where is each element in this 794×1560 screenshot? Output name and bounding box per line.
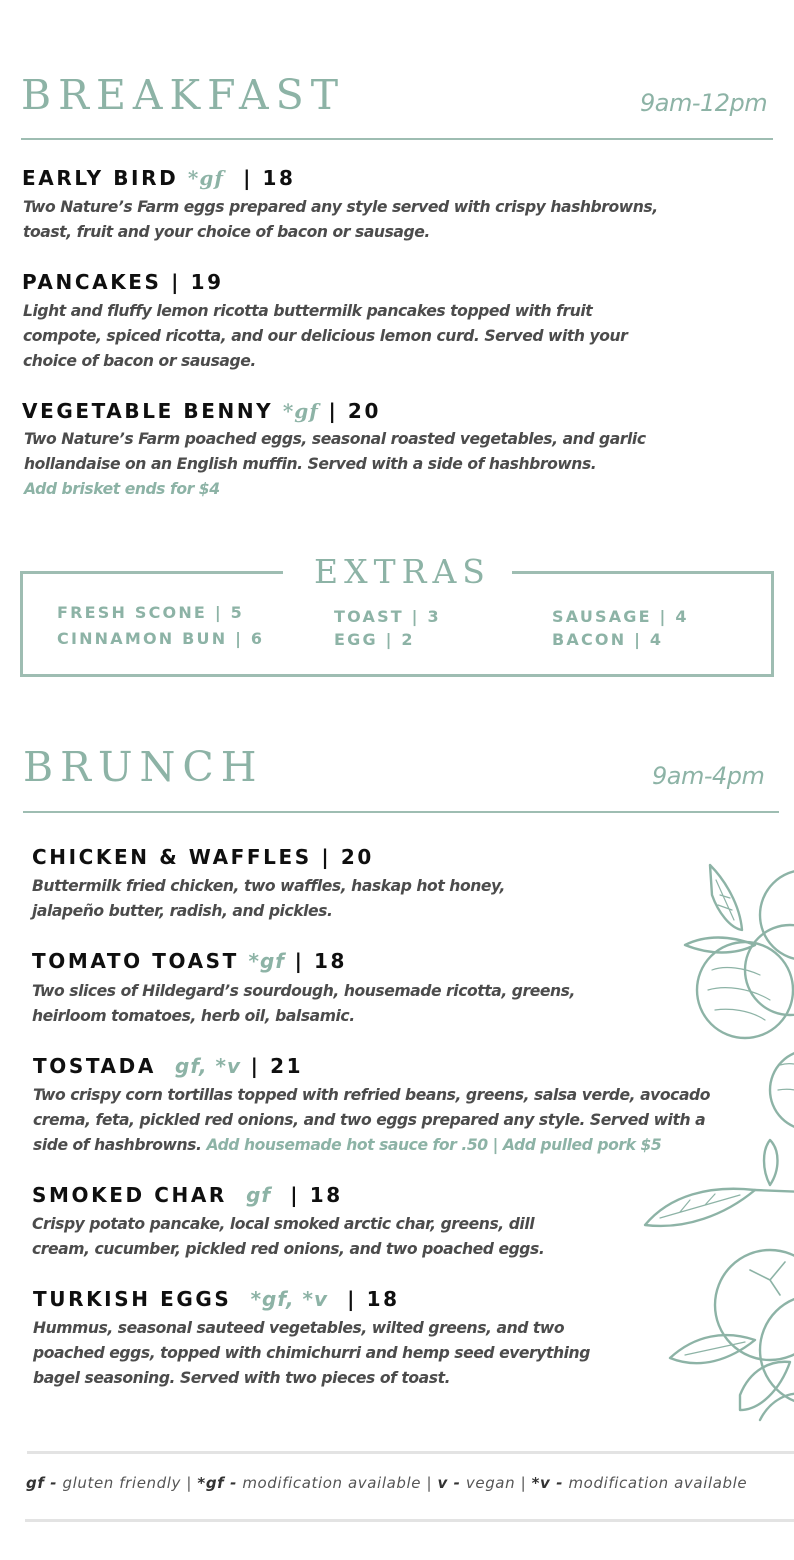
legend-key: *gf - (197, 1474, 237, 1492)
extra-item: FRESH SCONE | 5 (57, 603, 244, 622)
extra-item: TOAST | 3 (334, 607, 441, 626)
item-name: TOSTADA (33, 1054, 156, 1078)
legend-key: *v - (531, 1474, 564, 1492)
menu-item-heading (33, 1289, 400, 1309)
description-line: Crispy potato pancake, local smoked arctic char, greens, dill (32, 1215, 535, 1233)
item-name: VEGETABLE BENNY (22, 399, 274, 423)
description-line: Two Nature’s Farm eggs prepared any style served with crispy hashbrowns, (23, 198, 658, 216)
menu-item-description (32, 874, 505, 924)
legend-text: vegan | (460, 1474, 532, 1492)
description-line: Hummus, seasonal sauteed vegetables, wilted greens, and two (33, 1319, 565, 1337)
legend-text: modification available (563, 1474, 748, 1492)
description-line: jalapeño butter, radish, and pickles. (32, 902, 333, 920)
legend-key: v - (437, 1474, 461, 1492)
item-price: | 18 (243, 166, 296, 190)
description-line: compote, spiced ricotta, and our delicious lemon curd. Served with your (23, 327, 628, 345)
description-line: Two slices of Hildegard’s sourdough, housemade ricotta, greens, (32, 982, 575, 1000)
item-price: | 18 (290, 1183, 343, 1207)
menu-item-heading (33, 1056, 303, 1076)
dietary-tag: *gf (248, 949, 285, 973)
extras-border-right (512, 571, 774, 574)
description-text: side of hashbrowns. (33, 1136, 202, 1154)
item-name: SMOKED CHAR (32, 1183, 227, 1207)
description-line: hollandaise on an English muffin. Served with a side of hashbrowns. (24, 455, 597, 473)
menu-item-description (23, 299, 627, 374)
legend-key: gf - (26, 1474, 58, 1492)
menu-item-description (33, 1083, 710, 1158)
item-name: CHICKEN & WAFFLES (32, 845, 312, 869)
description-line: crema, feta, pickled red onions, and two eggs prepared any style. Served with a (33, 1111, 706, 1129)
extra-item: SAUSAGE | 4 (552, 607, 689, 626)
dietary-tag: *gf, *v (250, 1287, 329, 1311)
item-price: | 21 (250, 1054, 304, 1078)
menu-item-heading (22, 272, 224, 292)
description-line: Two crispy corn tortillas topped with refried beans, greens, salsa verde, avocado (33, 1086, 710, 1104)
description-line: cream, cucumber, pickled red onions, and two poached eggs. (32, 1240, 545, 1258)
addon-note: Add housemade hot sauce for .50 | Add pulled pork $5 (206, 1136, 662, 1154)
item-name: TOMATO TOAST (32, 949, 239, 973)
description-line: toast, fruit and your choice of bacon or sausage. (23, 223, 430, 241)
footer-bottom-rule (25, 1519, 794, 1522)
description-line: Buttermilk fried chicken, two waffles, haskap hot honey, (32, 877, 505, 895)
legend-text: gluten friendly | (57, 1474, 198, 1492)
item-name: EARLY BIRD (22, 166, 179, 190)
description-line: Two Nature’s Farm poached eggs, seasonal roasted vegetables, and garlic (24, 430, 646, 448)
dietary-tag: gf, *v (175, 1054, 242, 1078)
item-name: PANCAKES (22, 270, 162, 294)
item-price: | 18 (294, 949, 348, 973)
breakfast-hours: 9am-12pm (640, 89, 768, 117)
menu-item-description (24, 427, 646, 502)
footer-top-rule (27, 1451, 794, 1454)
brunch-hours: 9am-4pm (652, 762, 765, 790)
description-line: heirloom tomatoes, herb oil, balsamic. (32, 1007, 355, 1025)
description-line: Light and fluffy lemon ricotta buttermilk pancakes topped with fruit (23, 302, 593, 320)
extras-border-left (20, 571, 283, 574)
description-line: poached eggs, topped with chimichurri and hemp seed everything (33, 1344, 590, 1362)
dietary-tag: *gf (282, 399, 319, 423)
extras-title: EXTRAS (314, 552, 491, 591)
description-line: bagel seasoning. Served with two pieces of toast. (33, 1369, 451, 1387)
description-line: choice of bacon or sausage. (23, 352, 256, 370)
menu-item-heading (32, 847, 374, 867)
item-price: | 19 (171, 270, 224, 294)
brunch-divider (23, 811, 779, 813)
item-name: TURKISH EGGS (33, 1287, 232, 1311)
breakfast-title: BREAKFAST (21, 71, 346, 119)
extra-item: EGG | 2 (334, 630, 415, 649)
brunch-title: BRUNCH (23, 743, 264, 791)
menu-item-description (33, 1316, 590, 1391)
item-price: | 18 (347, 1287, 400, 1311)
menu-item-description (23, 195, 658, 245)
menu-item-description (32, 979, 575, 1029)
menu-item-heading (32, 1185, 343, 1205)
breakfast-divider (21, 138, 773, 140)
description-line (33, 1133, 710, 1158)
menu-item-heading (22, 168, 296, 188)
menu-item-heading (22, 401, 381, 421)
extra-item: CINNAMON BUN | 6 (57, 629, 265, 648)
item-price: | 20 (328, 399, 381, 423)
legend-text: modification available | (236, 1474, 438, 1492)
dietary-tag: *gf (187, 166, 224, 190)
extra-item: BACON | 4 (552, 630, 664, 649)
menu-item-heading (32, 951, 347, 971)
item-price: | 20 (321, 845, 374, 869)
menu-item-description (32, 1212, 544, 1262)
dietary-tag: gf (246, 1183, 272, 1207)
dietary-legend (26, 1474, 747, 1492)
addon-note: Add brisket ends for $4 (24, 480, 220, 498)
